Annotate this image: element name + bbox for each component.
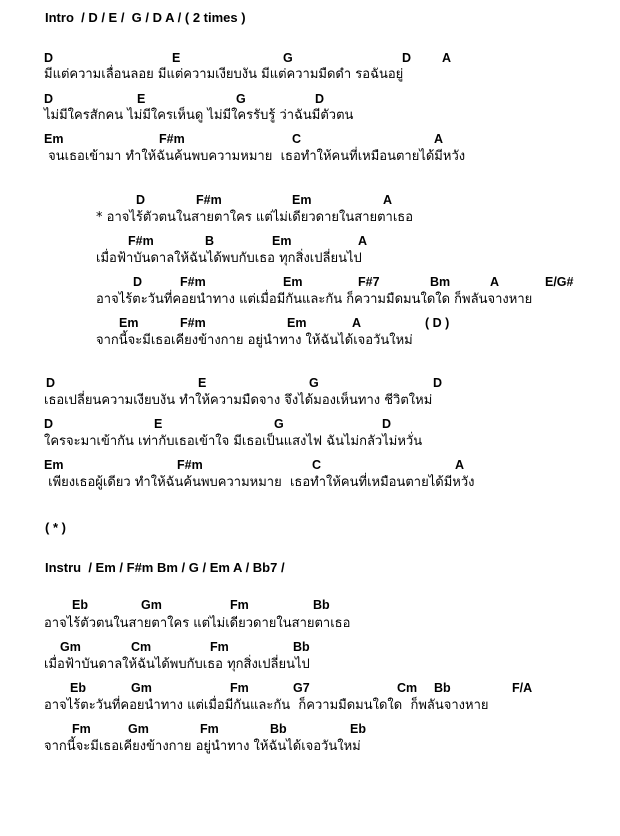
chord: Cm	[131, 640, 152, 654]
chord: E/G#	[545, 275, 574, 289]
chord: Fm	[210, 640, 229, 654]
chord: Fm	[200, 722, 219, 736]
chord: E	[198, 376, 207, 390]
chord: F#m	[128, 234, 154, 248]
chord: B	[205, 234, 215, 248]
chord: Eb	[350, 722, 366, 736]
chord: ( D )	[425, 316, 450, 330]
outro-lyric-2: เมื่อฟ้าบันดาลให้ฉันได้พบกับเธอ ทุกสิ่งเปลี่ยนไป	[44, 657, 310, 672]
repeat-chorus-mark: ( * )	[45, 520, 66, 535]
chord: Fm	[72, 722, 91, 736]
verse2-chord-row-3	[0, 458, 620, 553]
chord: Gm	[131, 681, 152, 695]
chord: F#7	[358, 275, 380, 289]
outro-lyric-3: อาจไร้ตะวันที่คอยนำทาง แต่เมื่อมีกันและกัน ก็ความมืดมนใดใด ก็พลันจางหาย	[44, 698, 489, 713]
instru-line: Instru / Em / F#m Bm / G / Em A / Bb7 /	[45, 560, 285, 575]
verse2-lyric-2: ใครจะมาเข้ากัน เท่ากับเธอเข้าใจ มีเธอเป็นแสงไฟ ฉันไม่กลัวไม่หวั่น	[44, 434, 423, 449]
chord: G	[236, 92, 246, 106]
chord: F#m	[196, 193, 222, 207]
chord: D	[315, 92, 325, 106]
chord: A	[442, 51, 452, 65]
chord: C	[292, 132, 302, 146]
chord: Bb	[313, 598, 330, 612]
chord: Eb	[70, 681, 86, 695]
verse2-lyric-3: เพียงเธอผู้เดียว ทำให้ฉันค้นพบความหมาย เธอทำให้คนที่เหมือนตายได้มีหวัง	[44, 475, 475, 490]
chord: Bb	[293, 640, 310, 654]
chord: A	[434, 132, 444, 146]
chord: D	[133, 275, 143, 289]
chord: D	[44, 51, 54, 65]
chord: G	[309, 376, 319, 390]
chord: F#m	[177, 458, 203, 472]
chord: D	[402, 51, 412, 65]
outro-lyric-4: จากนี้จะมีเธอเคียงข้างกาย อยู่นำทาง ให้ฉันได้เจอวันใหม่	[44, 739, 361, 754]
chord: Em	[292, 193, 312, 207]
verse1-lyric-3: จนเธอเข้ามา ทำให้ฉันค้นพบความหมาย เธอทำให้คนที่เหมือนตายได้มีหวัง	[44, 149, 466, 164]
chord: G7	[293, 681, 310, 695]
chord: D	[433, 376, 443, 390]
chord: Cm	[397, 681, 418, 695]
chord: Bm	[430, 275, 451, 289]
chord: F#m	[159, 132, 185, 146]
chord: F#m	[180, 275, 206, 289]
chord: A	[352, 316, 362, 330]
chord: Gm	[128, 722, 149, 736]
chord: D	[44, 92, 54, 106]
chord: G	[283, 51, 293, 65]
chord: Em	[44, 458, 64, 472]
chorus-lyric-2: เมื่อฟ้าบันดาลให้ฉันได้พบกับเธอ ทุกสิ่งเปลี่ยนไป	[96, 251, 362, 266]
chorus-lyric-4: จากนี้จะมีเธอเคียงข้างกาย อยู่นำทาง ให้ฉันได้เจอวันใหม่	[96, 333, 413, 348]
chorus-lyric-3: อาจไร้ตะวันที่คอยนำทาง แต่เมื่อมีกันและกัน ก็ความมืดมนใดใด ก็พลันจางหาย	[96, 292, 533, 307]
chord: A	[358, 234, 368, 248]
chord: Gm	[141, 598, 162, 612]
chord: Fm	[230, 598, 249, 612]
chord: Em	[283, 275, 303, 289]
chord: Bb	[270, 722, 287, 736]
verse2-lyric-1: เธอเปลี่ยนความเงียบงัน ทำให้ความมืดจาง จึงได้มองเห็นทาง ชีวิตใหม่	[44, 393, 433, 408]
chord: D	[46, 376, 56, 390]
chord: Eb	[72, 598, 88, 612]
chord: D	[44, 417, 54, 431]
chord: Bb	[434, 681, 451, 695]
chord: F#m	[180, 316, 206, 330]
chord: Fm	[230, 681, 249, 695]
chord: Em	[272, 234, 292, 248]
chord: Em	[44, 132, 64, 146]
chord: D	[136, 193, 146, 207]
outro-lyric-1: อาจไร้ตัวตนในสายตาใคร แต่ไม่เดียวดายในสายตาเธอ	[44, 616, 351, 631]
chord: E	[154, 417, 163, 431]
chord: E	[137, 92, 146, 106]
chord: F/A	[512, 681, 533, 695]
chord: A	[455, 458, 465, 472]
chord: D	[382, 417, 392, 431]
verse1-lyric-1: มีแต่ความเลื่อนลอย มีแต่ความเงียบงัน มีแต่ความมืดดำ รอฉันอยู่	[44, 67, 404, 82]
chord: A	[383, 193, 393, 207]
chord: Em	[119, 316, 139, 330]
chord: Em	[287, 316, 307, 330]
chord: G	[274, 417, 284, 431]
chord: A	[490, 275, 500, 289]
chord: E	[172, 51, 181, 65]
chorus-lyric-1: * อาจไร้ตัวตนในสายตาใคร แต่ไม่เดียวดายในสายตาเธอ	[96, 210, 414, 225]
chord: Gm	[60, 640, 81, 654]
intro-line: Intro / D / E / G / D A / ( 2 times )	[45, 10, 246, 25]
chord: C	[312, 458, 322, 472]
verse1-lyric-2: ไม่มีใครสักคน ไม่มีใครเห็นดู ไม่มีใครรับรู้ ว่าฉันมีตัวตน	[44, 108, 354, 123]
